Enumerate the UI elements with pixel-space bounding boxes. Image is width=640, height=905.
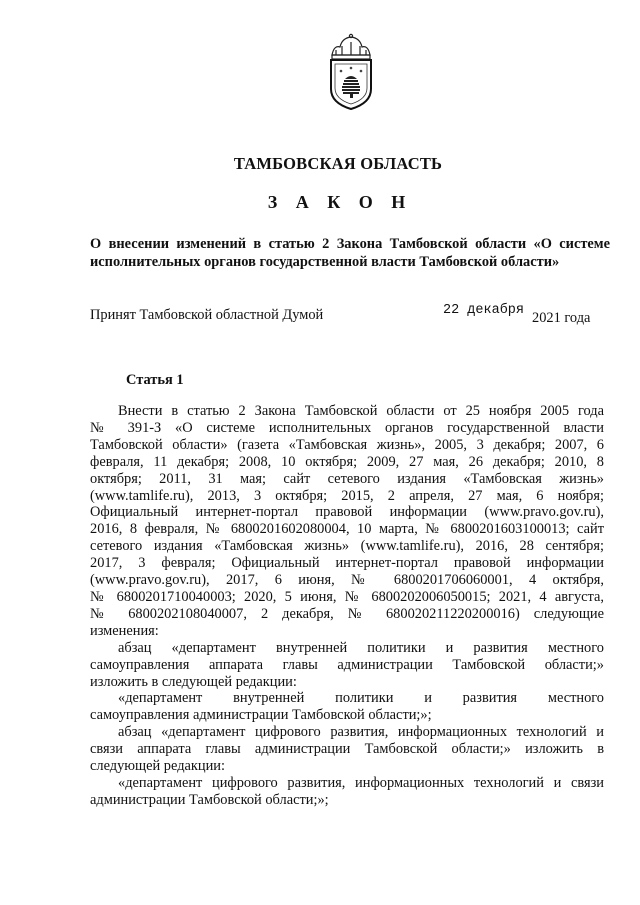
body-line: (www.tamlife.ru), 2013, 3 октября; 2015, 2 апреля, 27 мая, 6 ноября; bbox=[90, 487, 604, 504]
article-body bbox=[90, 403, 604, 809]
document-type: З А К О Н bbox=[267, 192, 413, 212]
body-line: абзац «департамент цифрового развития, информационных технологий и bbox=[118, 724, 604, 741]
body-line: 2017, 3 февраля; Официальный интернет-портал правовой информации bbox=[90, 555, 604, 572]
body-line: Тамбовской области» (газета «Тамбовская жизнь», 2005, 3 декабря; 2007, 6 bbox=[90, 436, 604, 453]
body-line: 2016, 8 февраля, № 6800201602080004, 10 марта, № 6800201603100013; сайт bbox=[90, 521, 604, 538]
body-line: Официальный интернет-портал правовой информации (www.pravo.gov.ru), bbox=[90, 504, 604, 521]
body-line: «департамент внутренней политики и развития местного bbox=[118, 690, 604, 707]
body-line: изменения: bbox=[90, 622, 159, 639]
body-line: Внести в статью 2 Закона Тамбовской области от 25 ноября 2005 года bbox=[118, 403, 604, 419]
body-line: абзац «департамент внутренней политики и развития местного bbox=[118, 639, 604, 656]
body-line: «департамент цифрового развития, информационных технологий и связи bbox=[118, 774, 604, 791]
body-line: администрации Тамбовской области;»; bbox=[90, 791, 329, 808]
article-title: Статья 1 bbox=[126, 372, 184, 388]
body-line: самоуправления администрации Тамбовской области;»; bbox=[90, 707, 432, 724]
body-line: изложить в следующей редакции: bbox=[90, 673, 297, 690]
body-line: следующей редакции: bbox=[90, 758, 225, 775]
subject-line: О внесении изменений в статью 2 Закона Тамбовской области «О системе bbox=[90, 236, 610, 252]
tambov-coat-of-arms-icon bbox=[326, 33, 376, 111]
law-subject bbox=[90, 235, 610, 271]
body-line: февраля, 11 декабря; 2008, 10 октября; 2009, 27 мая, 26 декабря; 2010, 8 bbox=[90, 453, 604, 470]
body-line: № 391-З «О системе исполнительных органов государственной власти bbox=[90, 419, 604, 436]
body-line: № 6800202108040007, 2 декабря, № 680020211220200016) следующие bbox=[90, 605, 604, 622]
body-line: октября; 2011, 31 мая; сайт сетевого издания «Тамбовская жизнь» bbox=[90, 470, 604, 487]
body-line: сетевого издания «Тамбовская жизнь» (www.tamlife.ru), 2016, 28 сентября; bbox=[90, 538, 604, 555]
adoption-year: 2021 года bbox=[532, 310, 591, 326]
region-title: ТАМБОВСКАЯ ОБЛАСТЬ bbox=[233, 154, 443, 173]
adopted-by: Принят Тамбовской областной Думой bbox=[90, 307, 324, 323]
body-line: (www.pravo.gov.ru), 2017, 6 июня, № 6800201706060001, 4 октября, bbox=[90, 572, 604, 589]
body-line: связи аппарата главы администрации Тамбовской области;» изложить в bbox=[90, 741, 604, 758]
body-line: № 6800201710040003; 2020, 5 июня, № 6800202006050015; 2021, 4 августа, bbox=[90, 588, 604, 605]
subject-line: исполнительных органов государственной власти Тамбовской области» bbox=[90, 254, 560, 270]
body-line: самоуправления аппарата главы администрации Тамбовской области;» bbox=[90, 656, 604, 673]
adoption-day-month: 22 декабря bbox=[443, 303, 525, 318]
